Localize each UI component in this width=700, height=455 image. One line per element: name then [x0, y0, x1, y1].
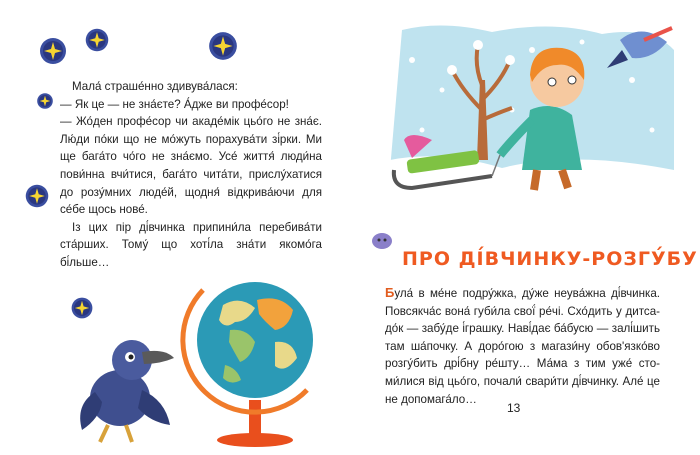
page-title: ПРО ДІ́ВЧИНКУ-РОЗГУ́БУ [402, 248, 698, 270]
paragraph [385, 284, 660, 408]
star-badge-icon [207, 30, 239, 62]
star-badge-icon [24, 183, 50, 209]
right-page-text [385, 284, 660, 408]
star-badge-icon [70, 296, 94, 320]
paragraph: — Як це — не зна́єте? А́дже ви профе́сор! [60, 97, 289, 111]
button-badge-icon [371, 232, 393, 250]
paragraph: — Жо́ден профе́сор чи акаде́мік цьо́го не зна́є. Лю́ди по́ки що не мо́жуть порахува́ти зі́рки. Ми ще бага́то чо́го не зна́ємо. Усе́ життя́ люди́на пови́нна вчи́тися, бага́то чита́ти, прислу́хатися до розу́мних люде́й, щодня́ відкрива́ючи для се́бе щось нове́. [60, 115, 322, 217]
dropcap: Б [385, 285, 395, 300]
paragraph-body: ула́ в ме́не подру́жка, ду́же неува́жна ді́вчинка. Повсякча́с вона́ губи́ла свої́ ре́чі. Схо́дить у дитса-до́к — забу́де і́грашку. Наві́дає ба́бусю — залі́шить там ша́почку. А доро́гою з магази́ну обов'язко́во розгу́бить дрі́бну ре́шту… Ма́ма з тим уже́ сто-ми́лися від цьо́го, почали́ свари́ти ді́вчинку. Але́ це не допомага́ло… [385, 287, 660, 406]
winter-illustration [382, 20, 682, 240]
star-badge-icon [38, 36, 68, 66]
star-badge-icon [84, 27, 110, 53]
page-number: 13 [507, 401, 521, 415]
paragraph: Мала́ страше́нно здивува́лася: [72, 80, 238, 93]
globe-icon [185, 270, 325, 450]
star-badge-icon [36, 92, 54, 110]
crow-icon [70, 330, 180, 445]
left-page-text [60, 78, 322, 272]
paragraph: Із цих пір ді́вчинка припини́ла перебива́ти ста́рших. Тому́ що хоті́ла зна́ти якомо́га бі́льше… [60, 220, 322, 269]
